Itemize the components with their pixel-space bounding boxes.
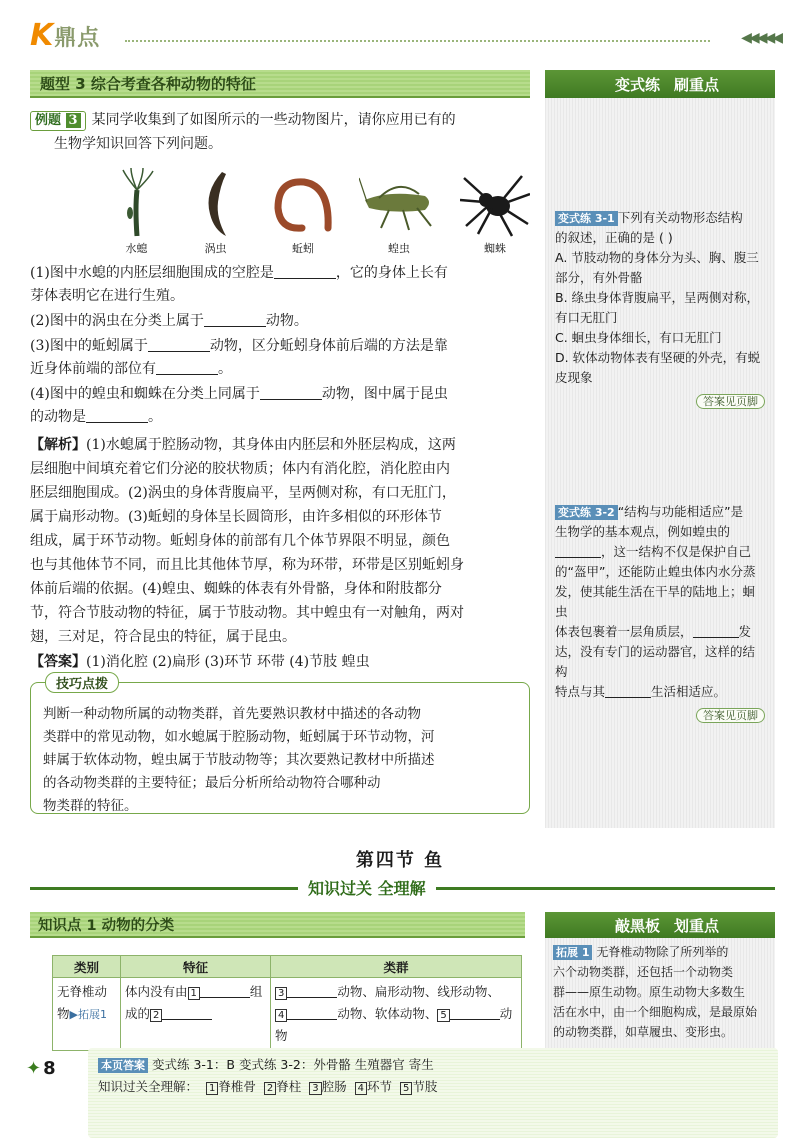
sub-question-4: (4)图中的蝗虫和蜘蛛在分类上同属于 动物，图中属于昆虫 的动物是 。 (30, 386, 448, 425)
sub-question-1: (1)图中水螅的内胚层细胞围成的空腔是 ，它的身体上长有 芽体表明它在进行生殖。 (30, 265, 448, 304)
answer-link[interactable]: 答案见页脚 (555, 706, 765, 726)
option-c[interactable]: C. 蛔虫身体细长，有口无肛门 (555, 330, 722, 345)
brand-logo: K鼎点 (30, 18, 101, 53)
option-d[interactable]: D. 软体动物体表有坚硬的外壳，有蜕 皮现象 (555, 350, 761, 385)
practice-header: 变式练 刷重点 (545, 70, 775, 98)
answer-blank[interactable] (156, 361, 218, 375)
sub-question-3: (3)图中的蚯蚓属于 动物，区分蚯蚓身体前后端的方法是靠 近身体前端的部位有 。 (30, 338, 448, 377)
answer-blank[interactable] (287, 986, 337, 998)
knowledge-banner-text: 知识过关 全理解 (298, 876, 436, 899)
spider-image: 蜘蛛 (460, 168, 530, 256)
answer-blank[interactable] (200, 986, 250, 998)
answer-blank[interactable] (204, 313, 266, 327)
section-title: 第四节 鱼 (355, 850, 445, 871)
animal-images (110, 168, 530, 256)
answer-link[interactable]: 答案见页脚 (555, 392, 765, 412)
option-b[interactable]: B. 绦虫身体背腹扁平，呈两侧对称， 有口无肛门 (555, 290, 760, 325)
planaria-image: 涡虫 (189, 168, 242, 256)
exercise-3-2: 变式练 3-2 “结构与功能相适应”是 生物学的基本观点，例如蝗虫的 ，这一结构不仅是保护自己 的“盔甲”，还能防止蝗虫体内水分蒸 发，使其能生活在干旱的陆地上；蛔虫 体表包裹着一层角质层， 发 达，没有专门的运动器官，这样的结构 特点与其 生活相适应。 答案见页脚 (545, 502, 775, 726)
answer-blank[interactable] (86, 409, 148, 423)
example-tag: 例题 3 (30, 111, 86, 131)
tree-icon: ✦ (26, 1058, 42, 1079)
answer-blank[interactable] (287, 1008, 337, 1020)
table-row: 无脊椎动 物▶拓展1 体内没有由 1 组 成的 2 3 动物、扁形动物、线形动物、 4 动物、软体动物、 5 动物 (53, 978, 522, 1051)
analysis-block: 【解析】(1)水螅属于腔肠动物，其身体由内胚层和外胚层构成，这两 层细胞中间填充着它们分泌的胶状物质；体内有消化腔，消化腔由内 胚层细胞围成。(2)涡虫的身体背腹扁平，呈两侧对称，有口无肛门， 属于扁形动物。(3)蚯蚓的身体呈长圆筒形，由许多相似的环形体节 组成，属于环节动物。蚯蚓身体的前部有几个体节界限不明显，颜色 也与其他体节不同，而且比其他体节厚，称为环带，环带是区别蚯蚓身 体前后端的依据。(4)蝗虫、蜘蛛的体表有外骨骼，身体和附肢都分 节，符合节肢动物的特征，属于节肢动物。其中蝗虫有一对触角，两对 翅，三对足，符合昆虫的特征，属于昆虫。 (30, 437, 464, 645)
extension-1: 拓展 1 无脊椎动物除了所列举的 六个动物类群，还包括一个动物类 群——原生动物。原生动物大多数生 活在水中，由一个细胞构成，是最原始 的动物类群，如草履虫、变形虫。 (553, 945, 758, 1039)
answer-block: 【答案】(1)消化腔 (2)扁形 (3)环节 环带 (4)节肢 蝗虫 (30, 654, 370, 670)
key-point-sidebar (545, 912, 775, 1050)
exercise-tag: 变式练 3-2 (555, 505, 618, 520)
tip-text: 判断一种动物所属的动物类群，首先要熟识教材中描述的各动物 类群中的常见动物，如水螅属于腔肠动物，蚯蚓属于环节动物，河 蚌属于软体动物，蝗虫属于节肢动物等；其次要熟记教材中所描述 的各动物类群的主要特征；最后分析所给动物符合哪种动 物类群的特征。 (43, 706, 435, 814)
hydra-image: 水螅 (110, 168, 163, 256)
answer-blank[interactable] (605, 686, 651, 698)
page-header (30, 18, 780, 52)
table-header: 类群 (271, 956, 522, 978)
table-header: 类别 (53, 956, 121, 978)
table-header: 特征 (121, 956, 271, 978)
exercise-tag: 变式练 3-1 (555, 211, 618, 226)
key-point-header: 敲黑板 划重点 (545, 912, 775, 938)
knowledge-point-title: 知识点 1 动物的分类 (30, 912, 525, 938)
locust-image: 蝗虫 (364, 168, 434, 256)
page-number: ✦ 8 (26, 1058, 56, 1079)
classification-table (52, 955, 522, 1051)
example-section (30, 70, 530, 814)
knowledge-banner (30, 876, 775, 900)
page-answers: 本页答案 变式练 3-1：B 变式练 3-2：外骨骼 生殖器官 寄生 知识过关全理解： 1 脊椎骨 2 脊柱 3 腔肠 4 环节 5 节肢 (88, 1048, 778, 1138)
answer-blank[interactable] (148, 338, 210, 352)
answer-blank[interactable] (693, 626, 739, 638)
header-divider (125, 40, 710, 42)
practice-sidebar (545, 70, 775, 828)
sub-question-2: (2)图中的涡虫在分类上属于 动物。 (30, 313, 308, 329)
type-title: 题型 3 综合考查各种动物的特征 (30, 70, 530, 98)
answer-blank[interactable] (450, 1008, 500, 1020)
extension-link[interactable]: ▶拓展1 (69, 1008, 107, 1021)
option-a[interactable]: A. 节肢动物的身体分为头、胸、腹三 部分，有外骨骼 (555, 250, 759, 285)
answer-blank[interactable] (162, 1008, 212, 1020)
answer-blank[interactable] (274, 265, 336, 279)
header-arrows-icon: ◀◀◀◀◀ (741, 30, 780, 46)
exercise-3-1: 变式练 3-1 下列有关动物形态结构 的叙述，正确的是 ( ) A. 节肢动物的身体分为头、胸、腹三 部分，有外骨骼 B. 绦虫身体背腹扁平，呈两侧对称， 有口无肛门 C. 蛔虫身体细长，有口无肛门 D. 软体动物体表有坚硬的外壳，有蜕 皮现象 答案见页脚 (545, 208, 775, 412)
answer-blank[interactable] (260, 386, 322, 400)
tip-box (30, 677, 530, 814)
question-stem: 例题 3 某同学收集到了如图所示的一些动物图片，请你应用已有的 生物学知识回答下列问题。 (30, 108, 530, 156)
tip-title: 技巧点拨 (45, 672, 119, 693)
earthworm-image: 蚯蚓 (268, 168, 338, 256)
answer-blank[interactable] (555, 546, 601, 558)
